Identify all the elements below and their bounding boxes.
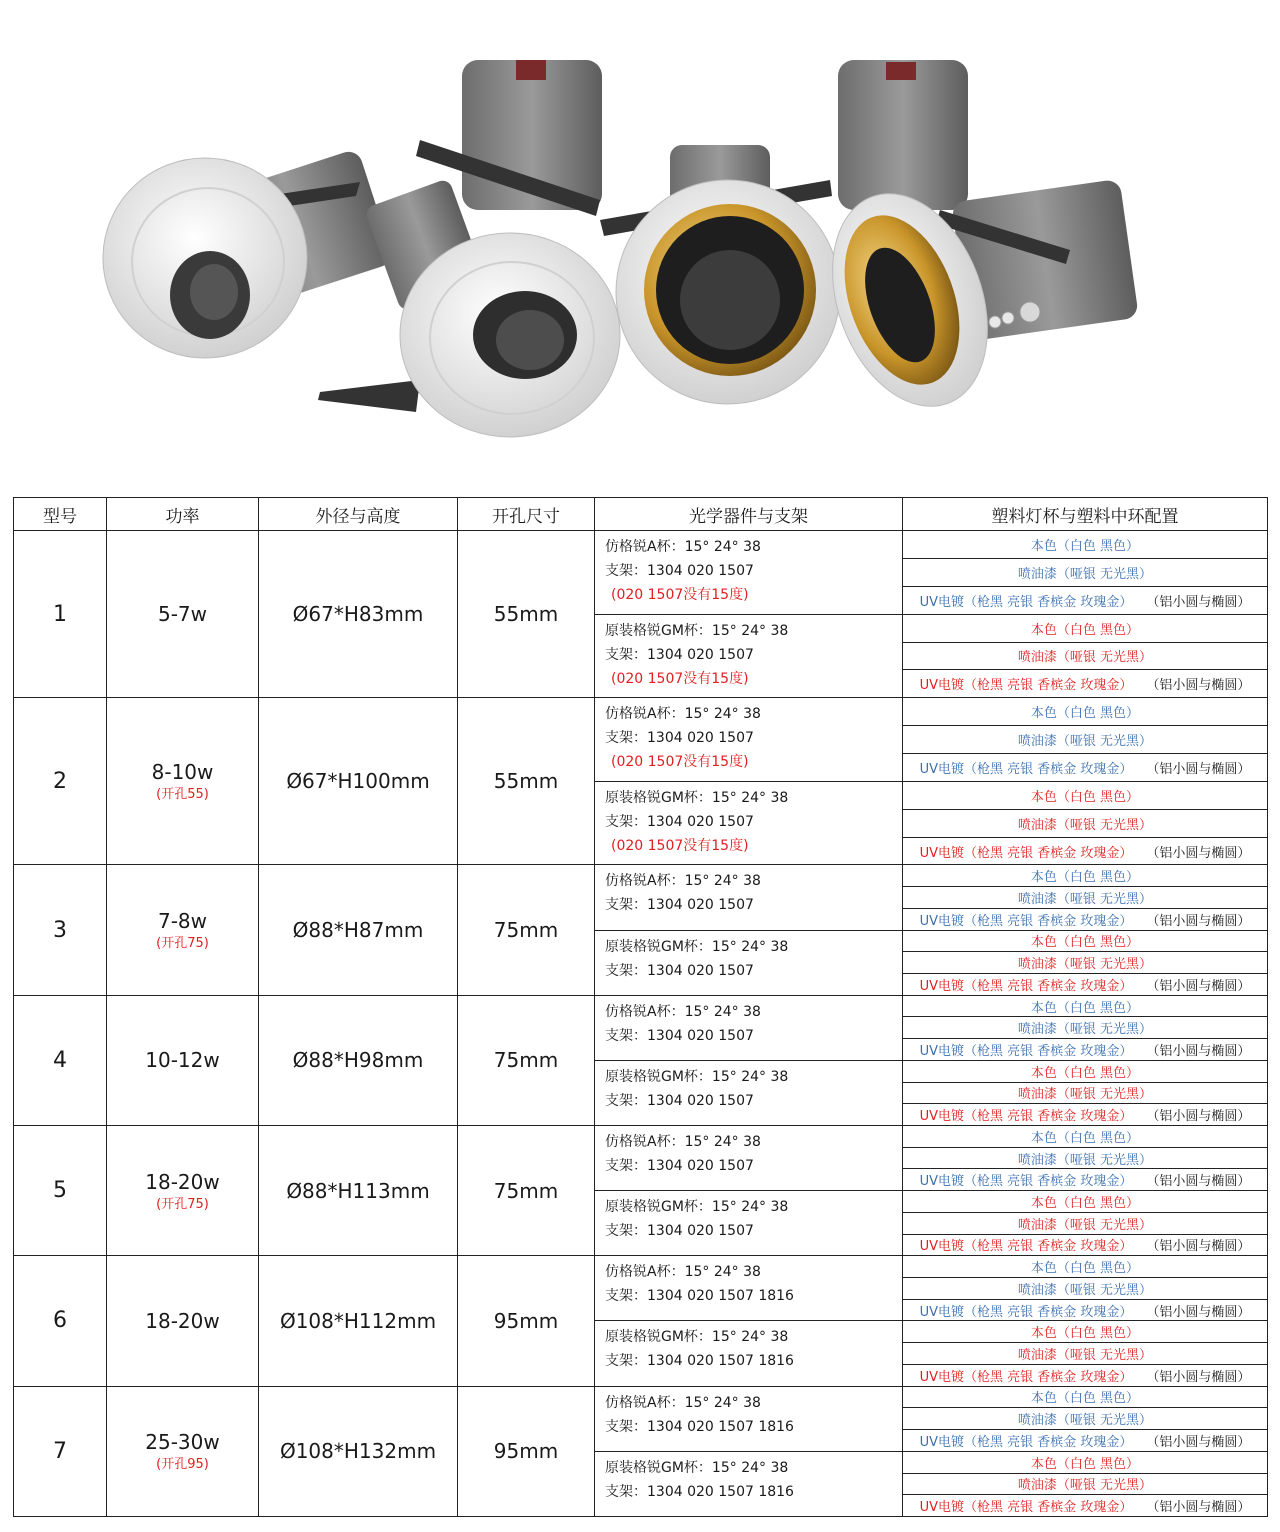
- finish-option: [903, 1126, 1267, 1147]
- finish-label: 本色（白色 黑色）: [1030, 1391, 1140, 1407]
- optics-bracket: 支架：1304 020 1507 1816: [605, 1418, 794, 1435]
- power-value: 18-20w: [145, 1169, 220, 1194]
- finish-option: [903, 669, 1267, 697]
- downlight-3: [600, 145, 840, 404]
- finish-label: 本色（白色 黑色）: [1030, 1261, 1140, 1277]
- cutout-cell: 75mm: [458, 865, 595, 995]
- power-cell: [107, 995, 259, 1125]
- optics-group-a: [595, 865, 902, 929]
- optics-cup: 原装格锐GM杯：15° 24° 38: [605, 1459, 789, 1476]
- finish-option: [903, 586, 1267, 614]
- finish-option: [903, 1320, 1267, 1342]
- finish-extra: （铝小圆与椭圆）: [1146, 1369, 1251, 1385]
- finish-extra: （铝小圆与椭圆）: [1146, 1174, 1251, 1190]
- optics-group-gm: [595, 781, 902, 865]
- finish-option: [903, 1407, 1267, 1429]
- finish-label: 本色（白色 黑色）: [1030, 622, 1140, 638]
- finish-option: [903, 1168, 1267, 1190]
- cutout-cell: 55mm: [458, 531, 595, 698]
- finish-option: [903, 1038, 1267, 1060]
- downlight-1: [103, 148, 395, 358]
- header-power: 功率: [107, 498, 259, 531]
- finish-label: 本色（白色 黑色）: [1030, 1196, 1140, 1212]
- finish-extra: （铝小圆与椭圆）: [1146, 913, 1251, 929]
- finish-option: [903, 642, 1267, 670]
- finish-label: UV电镀（枪黑 亮银 香槟金 玫瑰金）: [919, 1304, 1133, 1320]
- finish-option: [903, 781, 1267, 809]
- optics-group-a: [595, 698, 902, 781]
- finish-option: [903, 886, 1267, 908]
- finish-option: [903, 1494, 1267, 1516]
- optics-group-a: [595, 996, 902, 1060]
- finish-option: [903, 996, 1267, 1017]
- optics-group-gm: [595, 1320, 902, 1385]
- power-value: 5-7w: [157, 602, 208, 627]
- finish-label: 喷油漆（哑银 无光黑）: [1017, 1217, 1153, 1233]
- power-value: 18-20w: [145, 1308, 220, 1333]
- finish-option: [903, 1147, 1267, 1169]
- finish-label: UV电镀（枪黑 亮银 香槟金 玫瑰金）: [919, 978, 1133, 994]
- finish-option: [903, 725, 1267, 753]
- finish-cell: [903, 995, 1268, 1125]
- finish-option: [903, 698, 1267, 725]
- finish-label: 本色（白色 黑色）: [1030, 1130, 1140, 1146]
- optics-cup: 仿格锐A杯：15° 24° 38: [605, 1264, 761, 1281]
- optics-cup: 仿格锐A杯：15° 24° 38: [605, 1134, 761, 1151]
- finish-label: 喷油漆（哑银 无光黑）: [1017, 650, 1153, 666]
- optics-bracket: 支架：1304 020 1507: [605, 1027, 754, 1044]
- finish-cell: [903, 1386, 1268, 1516]
- power-value: 8-10w: [151, 760, 214, 785]
- dimension-cell: Ø88*H87mm: [259, 865, 458, 995]
- finish-extra: （铝小圆与椭圆）: [1146, 1500, 1251, 1516]
- optics-group-a: [595, 1387, 902, 1451]
- header-model: 型号: [14, 498, 107, 531]
- header-dimension: 外径与高度: [259, 498, 458, 531]
- optics-cup: 仿格锐A杯：15° 24° 38: [605, 706, 761, 723]
- finish-extra: （铝小圆与椭圆）: [1146, 1109, 1251, 1125]
- finish-label: UV电镀（枪黑 亮银 香槟金 玫瑰金）: [919, 1434, 1133, 1450]
- finish-label: UV电镀（枪黑 亮银 香槟金 玫瑰金）: [919, 1044, 1133, 1060]
- finish-label: 本色（白色 黑色）: [1030, 935, 1140, 951]
- optics-bracket: 支架：1304 020 1507: [605, 1223, 754, 1240]
- optics-group-gm: [595, 930, 902, 995]
- optics-cell: [595, 1256, 903, 1386]
- power-note: (开孔95): [156, 1457, 209, 1473]
- optics-cup: 原装格锐GM杯：15° 24° 38: [605, 1068, 789, 1085]
- finish-label: 本色（白色 黑色）: [1030, 1000, 1140, 1016]
- finish-option: [903, 1451, 1267, 1473]
- table-row: [14, 995, 1268, 1125]
- dimension-cell: Ø108*H112mm: [259, 1256, 458, 1386]
- optics-cup: 原装格锐GM杯：15° 24° 38: [605, 1199, 789, 1216]
- power-note: (开孔75): [156, 1196, 209, 1212]
- model-cell: 7: [14, 1386, 107, 1516]
- optics-group-gm: [595, 1060, 902, 1125]
- finish-label: UV电镀（枪黑 亮银 香槟金 玫瑰金）: [919, 1109, 1133, 1125]
- finish-option: [903, 1016, 1267, 1038]
- finish-label: 本色（白色 黑色）: [1030, 538, 1140, 554]
- dimension-cell: Ø88*H113mm: [259, 1126, 458, 1256]
- finish-option: [903, 1234, 1267, 1256]
- table-row: [14, 1256, 1268, 1386]
- optics-bracket: 支架：1304 020 1507 1816: [605, 1288, 794, 1305]
- finish-option: [903, 1256, 1267, 1277]
- table-row: [14, 1126, 1268, 1256]
- finish-label: 喷油漆（哑银 无光黑）: [1017, 957, 1153, 973]
- dimension-cell: Ø67*H100mm: [259, 698, 458, 865]
- finish-label: 本色（白色 黑色）: [1030, 706, 1140, 722]
- power-cell: [107, 531, 259, 698]
- optics-cup: 仿格锐A杯：15° 24° 38: [605, 1394, 761, 1411]
- finish-label: 喷油漆（哑银 无光黑）: [1017, 1022, 1153, 1038]
- optics-note: (020 1507没有15度): [611, 670, 749, 687]
- finish-extra: （铝小圆与椭圆）: [1146, 1239, 1251, 1255]
- finish-option: [903, 1060, 1267, 1082]
- dimension-cell: Ø67*H83mm: [259, 531, 458, 698]
- finish-extra: （铝小圆与椭圆）: [1146, 1304, 1251, 1320]
- optics-cell: [595, 531, 903, 698]
- power-note: (开孔75): [156, 936, 209, 952]
- power-cell: [107, 698, 259, 865]
- finish-extra: （铝小圆与椭圆）: [1146, 978, 1251, 994]
- finish-option: [903, 531, 1267, 558]
- finish-label: UV电镀（枪黑 亮银 香槟金 玫瑰金）: [919, 1174, 1133, 1190]
- finish-label: 喷油漆（哑银 无光黑）: [1017, 1087, 1153, 1103]
- finish-option: [903, 930, 1267, 952]
- finish-label: 本色（白色 黑色）: [1030, 1065, 1140, 1081]
- table-row: [14, 865, 1268, 995]
- finish-label: 喷油漆（哑银 无光黑）: [1017, 734, 1153, 750]
- finish-option: [903, 753, 1267, 781]
- downlight-4: [805, 60, 1139, 428]
- finish-cell: [903, 1126, 1268, 1256]
- finish-option: [903, 1212, 1267, 1234]
- optics-bracket: 支架：1304 020 1507: [605, 897, 754, 914]
- finish-label: UV电镀（枪黑 亮银 香槟金 玫瑰金）: [919, 761, 1133, 777]
- model-cell: 6: [14, 1256, 107, 1386]
- finish-option: [903, 1190, 1267, 1212]
- finish-label: UV电镀（枪黑 亮银 香槟金 玫瑰金）: [919, 1500, 1133, 1516]
- power-cell: [107, 1126, 259, 1256]
- finish-option: [903, 614, 1267, 642]
- spec-table: [13, 497, 1268, 1517]
- model-cell: 3: [14, 865, 107, 995]
- table-row: [14, 531, 1268, 698]
- finish-option: [903, 1364, 1267, 1386]
- finish-option: [903, 1387, 1267, 1408]
- header-cutout: 开孔尺寸: [458, 498, 595, 531]
- power-value: 25-30w: [145, 1430, 220, 1455]
- product-photo: [0, 0, 1280, 480]
- cutout-cell: 75mm: [458, 995, 595, 1125]
- header-optics: 光学器件与支架: [595, 498, 903, 531]
- finish-label: 喷油漆（哑银 无光黑）: [1017, 566, 1153, 582]
- optics-cell: [595, 698, 903, 865]
- optics-group-gm: [595, 1451, 902, 1516]
- optics-cell: [595, 865, 903, 995]
- finish-label: 本色（白色 黑色）: [1030, 1456, 1140, 1472]
- finish-cell: [903, 865, 1268, 995]
- power-note: (开孔55): [156, 787, 209, 803]
- dimension-cell: Ø88*H98mm: [259, 995, 458, 1125]
- finish-option: [903, 951, 1267, 973]
- finish-label: UV电镀（枪黑 亮银 香槟金 玫瑰金）: [919, 1369, 1133, 1385]
- finish-extra: （铝小圆与椭圆）: [1146, 761, 1251, 777]
- finish-extra: （铝小圆与椭圆）: [1146, 845, 1251, 861]
- optics-group-a: [595, 531, 902, 614]
- optics-group-gm: [595, 1190, 902, 1255]
- power-value: 10-12w: [145, 1048, 220, 1073]
- dimension-cell: Ø108*H132mm: [259, 1386, 458, 1516]
- header-finish: 塑料灯杯与塑料中环配置: [903, 498, 1268, 531]
- optics-cell: [595, 1386, 903, 1516]
- optics-cup: 仿格锐A杯：15° 24° 38: [605, 873, 761, 890]
- finish-cell: [903, 531, 1268, 698]
- power-cell: [107, 865, 259, 995]
- finish-label: 本色（白色 黑色）: [1030, 789, 1140, 805]
- finish-option: [903, 865, 1267, 886]
- optics-note: (020 1507没有15度): [611, 587, 749, 603]
- optics-bracket: 支架：1304 020 1507: [605, 563, 754, 579]
- power-cell: [107, 1386, 259, 1516]
- finish-cell: [903, 1256, 1268, 1386]
- cutout-cell: 95mm: [458, 1386, 595, 1516]
- power-value: 7-8w: [157, 909, 208, 934]
- optics-cup: 原装格锐GM杯：15° 24° 38: [605, 789, 789, 806]
- cutout-cell: 75mm: [458, 1126, 595, 1256]
- finish-option: [903, 837, 1267, 865]
- finish-label: 喷油漆（哑银 无光黑）: [1017, 1152, 1153, 1168]
- finish-label: UV电镀（枪黑 亮银 香槟金 玫瑰金）: [919, 678, 1133, 694]
- finish-label: UV电镀（枪黑 亮银 香槟金 玫瑰金）: [919, 913, 1133, 929]
- model-cell: 2: [14, 698, 107, 865]
- optics-bracket: 支架：1304 020 1507: [605, 1158, 754, 1175]
- finish-label: 喷油漆（哑银 无光黑）: [1017, 1413, 1153, 1429]
- finish-label: 喷油漆（哑银 无光黑）: [1017, 1282, 1153, 1298]
- optics-bracket: 支架：1304 020 1507: [605, 1092, 754, 1109]
- finish-option: [903, 1473, 1267, 1495]
- model-cell: 5: [14, 1126, 107, 1256]
- table-row: [14, 1386, 1268, 1516]
- finish-cell: [903, 698, 1268, 865]
- optics-cup: 原装格锐GM杯：15° 24° 38: [605, 1329, 789, 1346]
- optics-cup: 仿格锐A杯：15° 24° 38: [605, 1003, 761, 1020]
- finish-option: [903, 1103, 1267, 1125]
- finish-extra: （铝小圆与椭圆）: [1146, 1434, 1251, 1450]
- finish-option: [903, 908, 1267, 930]
- optics-cup: 原装格锐GM杯：15° 24° 38: [605, 622, 789, 639]
- finish-label: UV电镀（枪黑 亮银 香槟金 玫瑰金）: [919, 594, 1133, 610]
- finish-option: [903, 1082, 1267, 1104]
- model-cell: 4: [14, 995, 107, 1125]
- table-row: [14, 698, 1268, 865]
- finish-option: [903, 558, 1267, 586]
- finish-label: UV电镀（枪黑 亮银 香槟金 玫瑰金）: [919, 1239, 1133, 1255]
- optics-group-a: [595, 1126, 902, 1190]
- optics-bracket: 支架：1304 020 1507: [605, 813, 754, 830]
- finish-label: 喷油漆（哑银 无光黑）: [1017, 1348, 1153, 1364]
- optics-cell: [595, 995, 903, 1125]
- finish-label: 本色（白色 黑色）: [1030, 1326, 1140, 1342]
- optics-note: (020 1507没有15度): [611, 837, 749, 854]
- header-row: [14, 498, 1268, 531]
- finish-label: 本色（白色 黑色）: [1030, 870, 1140, 886]
- finish-option: [903, 1342, 1267, 1364]
- optics-note: (020 1507没有15度): [611, 754, 749, 771]
- optics-bracket: 支架：1304 020 1507 1816: [605, 1353, 794, 1370]
- finish-label: 喷油漆（哑银 无光黑）: [1017, 1478, 1153, 1494]
- cutout-cell: 95mm: [458, 1256, 595, 1386]
- optics-bracket: 支架：1304 020 1507: [605, 646, 754, 663]
- finish-extra: （铝小圆与椭圆）: [1146, 678, 1251, 694]
- finish-option: [903, 1299, 1267, 1321]
- optics-group-a: [595, 1256, 902, 1320]
- finish-extra: （铝小圆与椭圆）: [1146, 594, 1251, 610]
- finish-option: [903, 973, 1267, 995]
- optics-bracket: 支架：1304 020 1507 1816: [605, 1483, 794, 1500]
- optics-cup: 原装格锐GM杯：15° 24° 38: [605, 938, 789, 955]
- finish-option: [903, 1277, 1267, 1299]
- optics-bracket: 支架：1304 020 1507: [605, 730, 754, 747]
- model-cell: 1: [14, 531, 107, 698]
- optics-group-gm: [595, 614, 902, 698]
- power-cell: [107, 1256, 259, 1386]
- finish-label: UV电镀（枪黑 亮银 香槟金 玫瑰金）: [919, 845, 1133, 861]
- optics-cup: 仿格锐A杯：15° 24° 38: [605, 539, 761, 555]
- optics-bracket: 支架：1304 020 1507: [605, 962, 754, 979]
- finish-option: [903, 809, 1267, 837]
- cutout-cell: 55mm: [458, 698, 595, 865]
- finish-option: [903, 1429, 1267, 1451]
- finish-label: 喷油漆（哑银 无光黑）: [1017, 892, 1153, 908]
- finish-label: 喷油漆（哑银 无光黑）: [1017, 817, 1153, 833]
- finish-extra: （铝小圆与椭圆）: [1146, 1044, 1251, 1060]
- optics-cell: [595, 1126, 903, 1256]
